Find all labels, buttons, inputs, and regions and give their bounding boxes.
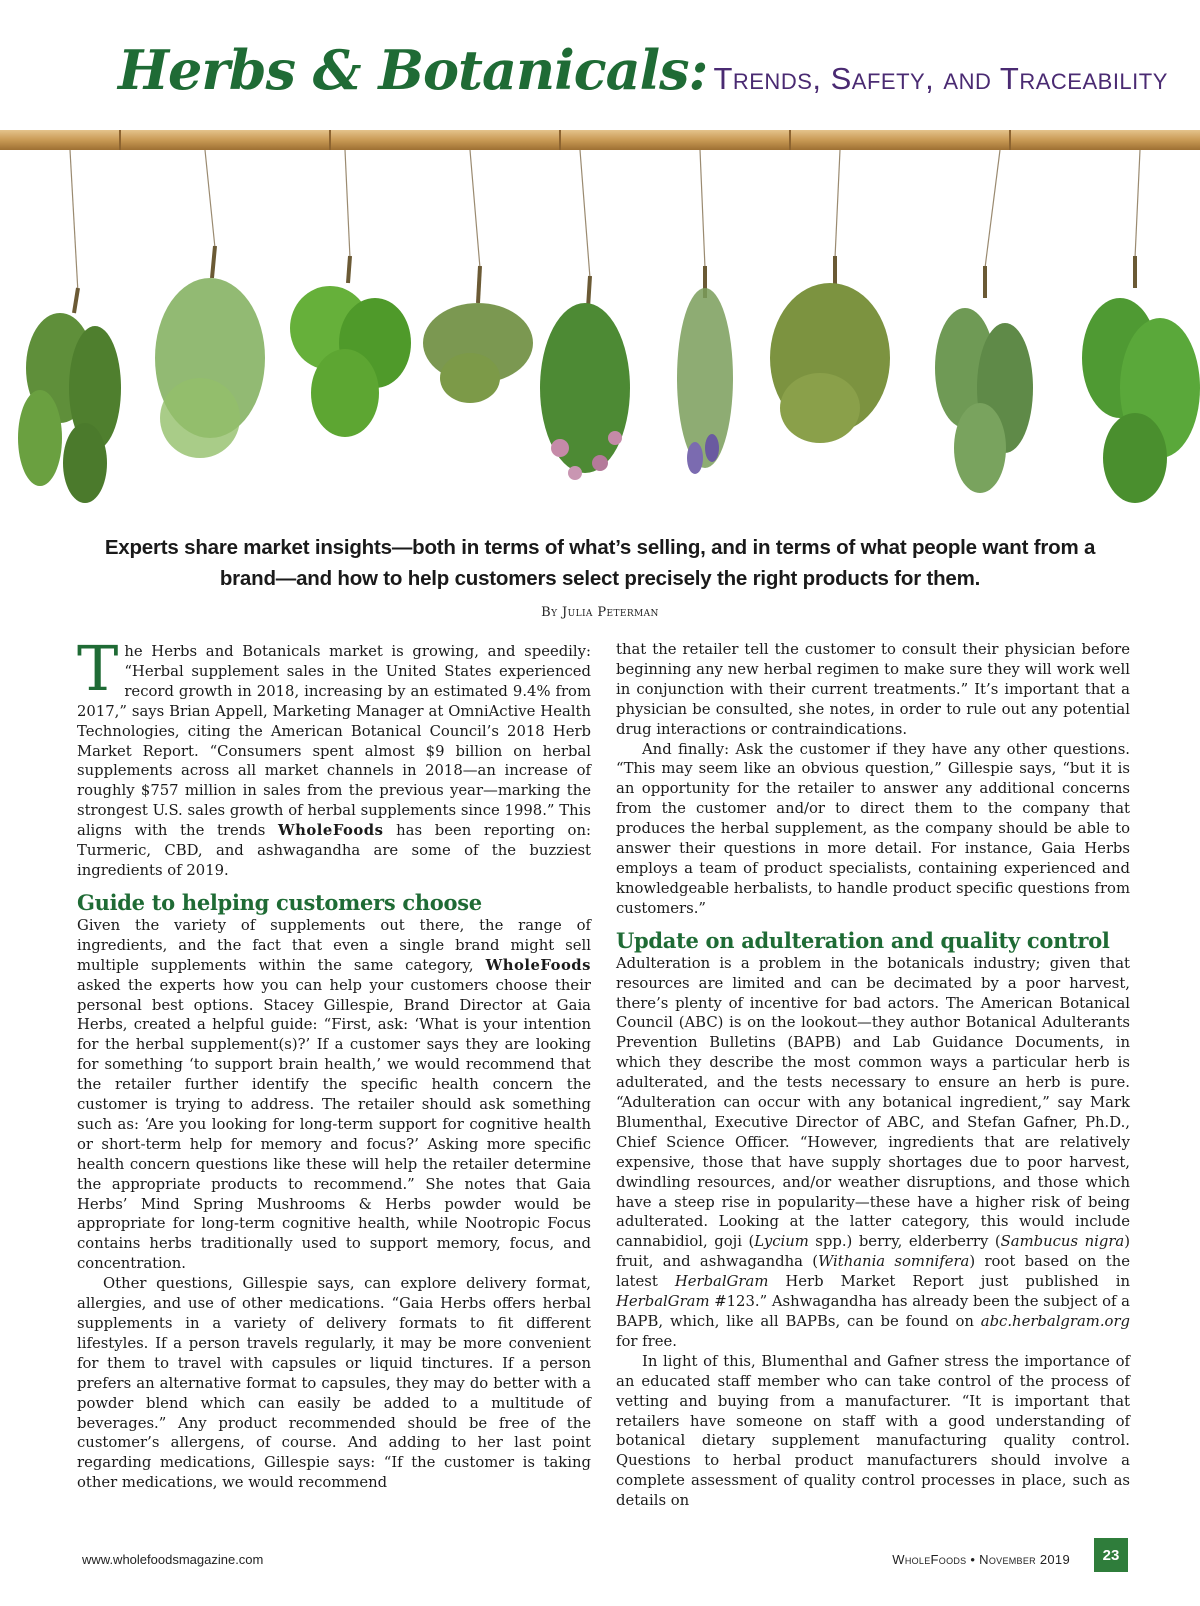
bay-leaf-bunch	[18, 288, 121, 503]
website-link[interactable]: abc.herbalgram.org	[980, 1313, 1130, 1330]
text-run: Herb Market Report just published in	[768, 1273, 1130, 1291]
footer-website[interactable]: www.wholefoodsmagazine.com	[82, 1552, 264, 1567]
section-heading-adulteration: Update on adulteration and quality control	[616, 927, 1110, 953]
text-run: spp.) berry, elderberry (	[808, 1233, 1001, 1251]
article-title	[118, 38, 1168, 118]
physician-paragraph: that the retailer tell the customer to consult their physician before beginning any new herbal regimen to make sure they will work well in conjunction with their current treatments.” It’s important that a physician be consulted, she notes, in order to rule out any potential drug interactions or contraindications.	[616, 641, 1130, 738]
guide-paragraph	[77, 916, 591, 1274]
footer-issue: WholeFoods • November 2019	[892, 1552, 1070, 1567]
byline: By Julia Peterman	[541, 605, 659, 620]
text-run: Adulteration is a problem in the botanicals industry; given that resources are limited and can be decimated by a poor harvest, there’s plenty of incentive for bad actors. The American Botanical Council (ABC) is on the lookout—they author Botanical Adulterants Prevention Bulletins (BAPB) and Lab Guidance Documents, in which they describe the most common ways a particular herb is adulterated, and the tests necessary to ensure an herb is pure. “Adulteration can occur with any botanical ingredient,” say Mark Blumenthal, Executive Director of ABC, and Stefan Gafner, Ph.D., Chief Science Officer. “However, ingredients that are relatively expensive, those that have supply shortages due to poor harvest, dwindling resources, and/or weather disruptions, and those which have a steep rise in popularity—these have a higher risk of being adulterated. Looking at the latter category, this would include cannabidiol, goji (	[616, 954, 1130, 1251]
left-column	[77, 632, 591, 1493]
sage-bunch	[935, 266, 1033, 493]
brand-name: WholeFoods	[485, 956, 591, 974]
oregano-bunch	[540, 276, 630, 480]
publication-name: HerbalGram	[674, 1273, 769, 1291]
drop-cap: T	[77, 632, 119, 705]
lavender-bunch	[677, 266, 733, 474]
page-number: 23	[1094, 1538, 1128, 1572]
intro-paragraph	[77, 632, 591, 881]
brand-name: WholeFoods	[278, 822, 384, 840]
section-heading-guide: Guide to helping customers choose	[77, 889, 482, 915]
dill-bunch	[155, 246, 265, 458]
guide-text-cont: asked the experts how you can help your customers choose their personal best options. Stacey Gillespie, Brand Director at Gaia Herbs, created a helpful guide: “First, ask: ‘What is your intention for the herbal supplement(s)?’ If a customer says they are looking for something ‘to support brain health,’ we would recommend that the retailer further identify the specific health concern the customer is trying to address. The retailer should ask something such as: ‘Are you looking for long-term support for cognitive health or short-term help for memory and focus?’ Asking more specific health concern questions like these will help the retailer determine the appropriate products to recommend.” She notes that Gaia Herbs’ Mind Spring Mushrooms & Herbs powder would be appropriate for long-term cognitive health, while Nootropic Focus contains herbs traditionally used to support memory, focus, and concentration.	[77, 976, 591, 1273]
right-column	[616, 640, 1130, 1511]
text-run: ) fruit, and ashwagandha (	[616, 1233, 1130, 1271]
intro-text: he Herbs and Botanicals market is growing, and speedily: “Herbal supplement sales in the United States experienced record growth in 2018, increasing by an estimated 9.4% from 2017,” says Brian Appell, Marketing Manager at OmniActive Health Technologies, citing the American Botanical Council’s 2018 Herb Market Report. “Consumers spent almost $9 billion on herbal supplements across all market channels in 2018—an increase of roughly $757 million in sales from the previous year—marking the strongest U.S. sales growth of herbal supplements since 1998.” This aligns with the trends	[77, 643, 591, 840]
intro-text-end: has been reporting on: Turmeric, CBD, and ashwagandha are some of the buzziest ingredients of 2019.	[77, 822, 591, 879]
text-run: ) root based on the latest	[616, 1253, 1130, 1291]
mint-bunch	[1082, 256, 1200, 503]
adulteration-paragraph	[616, 954, 1130, 1352]
guide-text: Given the variety of supplements out there, the range of ingredients, and the fact that even a single brand might sell multiple supplements within the same category,	[77, 916, 591, 974]
thyme-bunch	[423, 266, 533, 403]
article-deck: Experts share market insights—both in terms of what’s selling, and in terms of what people want from a brand—and how to help customers select precisely the right products for them.	[104, 536, 1096, 590]
questions-paragraph: Other questions, Gillespie says, can explore delivery format, allergies, and use of other medications. “Gaia Herbs offers herbal supplements in a variety of delivery formats to fit different lifestyles. If a person travels regularly, it may be more convenient for them to travel with capsules or liquid tinctures. If a person prefers an alternative format to capsules, they may do better with a powder blend which can easily be added to a multitude of beverages.” Any product recommended should be free of the customer’s allergens, of course. And adding to her last point regarding medications, Gillespie says: “If the customer is taking other medications, we would recommend	[77, 1275, 591, 1492]
species-name: Withania somnifera	[818, 1253, 970, 1271]
publication-name: HerbalGram	[616, 1293, 710, 1311]
title-subtitle: Trends, Safety, and Traceability	[713, 61, 1168, 96]
species-name: Lycium	[754, 1233, 809, 1251]
title-script: Herbs & Botanicals:	[118, 38, 708, 102]
hanging-dried-herbs-illustration	[0, 118, 1200, 518]
text-run: #123.” Ashwagandha has already been the subject of a BAPB, which, like all BAPBs, can be found on	[616, 1293, 1130, 1330]
vetting-paragraph: In light of this, Blumenthal and Gafner stress the importance of an educated staff member who can take control of the process of vetting and buying from a manufacturer. “It is important that retailers have someone on staff with a good understanding of botanical dietary supplement manufacturing quality control. Questions to herbal product manufacturers should involve a complete assessment of quality control processes in place, such as details on	[616, 1352, 1130, 1510]
final-question-paragraph: And finally: Ask the customer if they have any other questions. “This may seem like an obvious question,” Gillespie says, “but it is an opportunity for the retailer to answer any additional concerns from the customer and/or to direct them to the company that produces the herbal supplement, as the company should be able to answer their questions in more detail. For instance, Gaia Herbs employs a team of product specialists, containing experienced and knowledgeable herbalists, to handle product specific questions from customers.”	[616, 740, 1130, 917]
bamboo-pole	[0, 130, 1200, 150]
text-run: for free.	[616, 1332, 677, 1350]
rosemary-bunch	[770, 256, 890, 443]
basil-bunch	[290, 256, 411, 437]
species-name: Sambucus nigra	[1000, 1233, 1125, 1251]
